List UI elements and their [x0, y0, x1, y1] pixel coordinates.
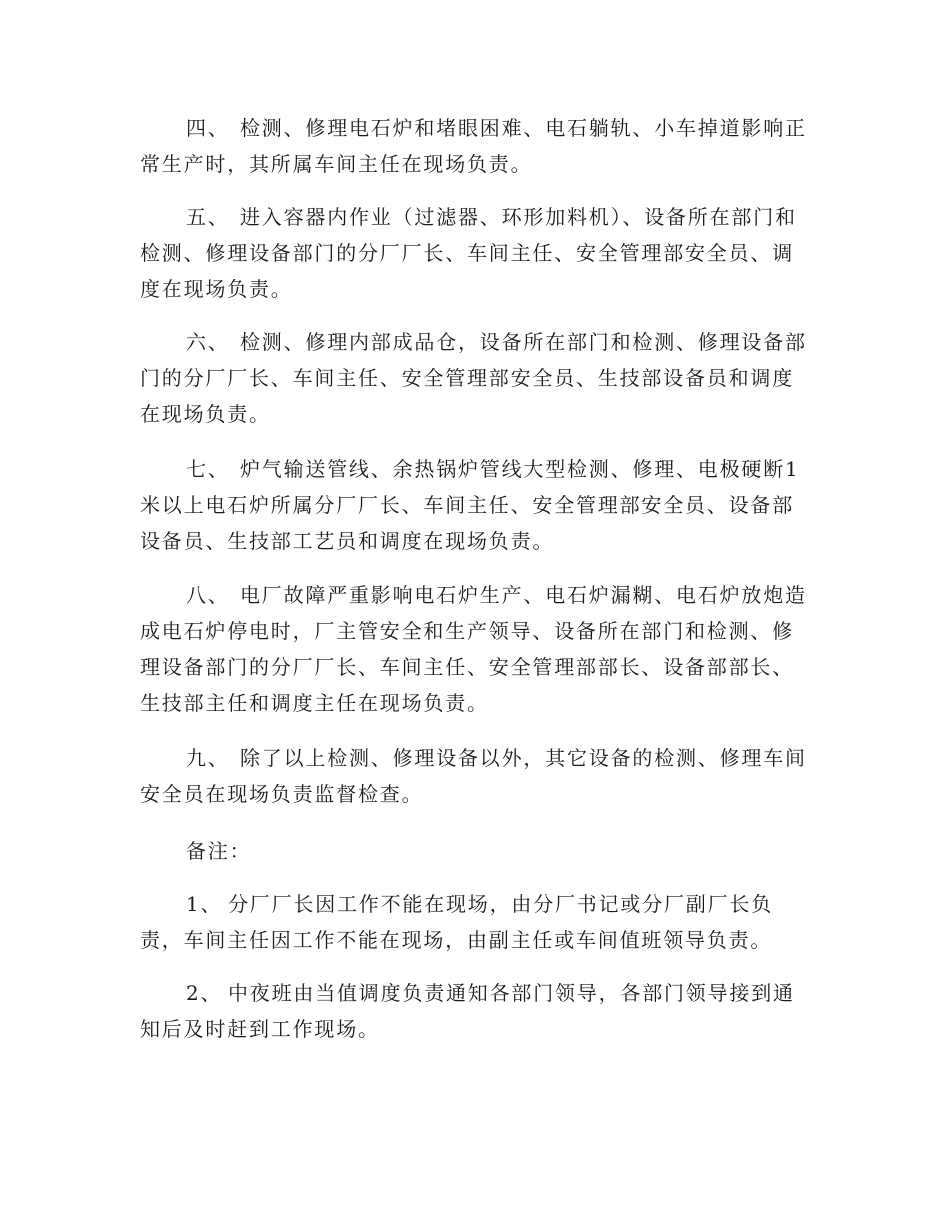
paragraph-text: 检测、修理电石炉和堵眼困难、电石躺轨、小车掉道影响正	[240, 116, 807, 140]
paragraph-line	[140, 740, 810, 776]
paragraph-line: 设备员、生技部工艺员和调度在现场负责。	[140, 529, 555, 553]
note-line: 知后及时赶到工作现场。	[140, 1017, 380, 1041]
paragraph-line	[140, 199, 810, 235]
paragraph-line: 度在现场负责。	[140, 277, 293, 301]
note-line	[140, 886, 810, 922]
paragraph-number: 八、	[186, 583, 230, 607]
paragraph-7	[140, 451, 810, 559]
note-number: 1、	[186, 892, 223, 916]
paragraph-text: 检测、修理内部成品仓，设备所在部门和检测、修理设备部	[240, 330, 807, 354]
paragraph-9	[140, 740, 810, 812]
note-heading	[140, 833, 810, 869]
note-line: 责，车间主任因工作不能在现场，由副主任或车间值班领导负责。	[140, 928, 773, 952]
paragraph-line: 门的分厂厂长、车间主任、安全管理部安全员、生技部设备员和调度	[140, 366, 794, 390]
paragraph-4	[140, 110, 810, 182]
paragraph-line: 安全员在现场负责监督检查。	[140, 782, 424, 806]
paragraph-line: 常生产时，其所属车间主任在现场负责。	[140, 152, 533, 176]
paragraph-line	[140, 451, 810, 487]
paragraph-number: 九、	[186, 746, 230, 770]
paragraph-line	[140, 577, 810, 613]
note-2	[140, 975, 810, 1047]
paragraph-number: 五、	[186, 205, 230, 229]
paragraph-line: 米以上电石炉所属分厂厂长、车间主任、安全管理部安全员、设备部	[140, 493, 794, 517]
paragraph-text: 炉气输送管线、余热锅炉管线大型检测、修理、电极硬断1	[240, 457, 800, 481]
note-heading-text: 备注：	[186, 839, 252, 863]
note-text: 中夜班由当值调度负责通知各部门领导，各部门领导接到通	[228, 981, 795, 1005]
paragraph-number: 四、	[186, 116, 230, 140]
paragraph-text: 除了以上检测、修理设备以外，其它设备的检测、修理车间	[240, 746, 807, 770]
paragraph-8	[140, 577, 810, 721]
paragraph-line: 生技部主任和调度主任在现场负责。	[140, 691, 489, 715]
note-1	[140, 886, 810, 958]
paragraph-line: 检测、修理设备部门的分厂厂长、车间主任、安全管理部安全员、调	[140, 241, 794, 265]
paragraph-line	[140, 110, 810, 146]
paragraph-text: 进入容器内作业（过滤器、环形加料机）、设备所在部门和	[240, 205, 797, 229]
paragraph-number: 六、	[186, 330, 230, 354]
paragraph-5	[140, 199, 810, 307]
paragraph-number: 七、	[186, 457, 230, 481]
paragraph-line	[140, 324, 810, 360]
paragraph-6	[140, 324, 810, 432]
note-number: 2、	[186, 981, 223, 1005]
paragraph-line: 在现场负责。	[140, 402, 271, 426]
note-line	[140, 975, 810, 1011]
note-text: 分厂厂长因工作不能在现场，由分厂书记或分厂副厂长负	[228, 892, 773, 916]
paragraph-text: 电厂故障严重影响电石炉生产、电石炉漏糊、电石炉放炮造	[240, 583, 807, 607]
paragraph-line: 成电石炉停电时，厂主管安全和生产领导、设备所在部门和检测、修	[140, 619, 794, 643]
paragraph-line: 理设备部门的分厂厂长、车间主任、安全管理部部长、设备部部长、	[140, 655, 794, 679]
